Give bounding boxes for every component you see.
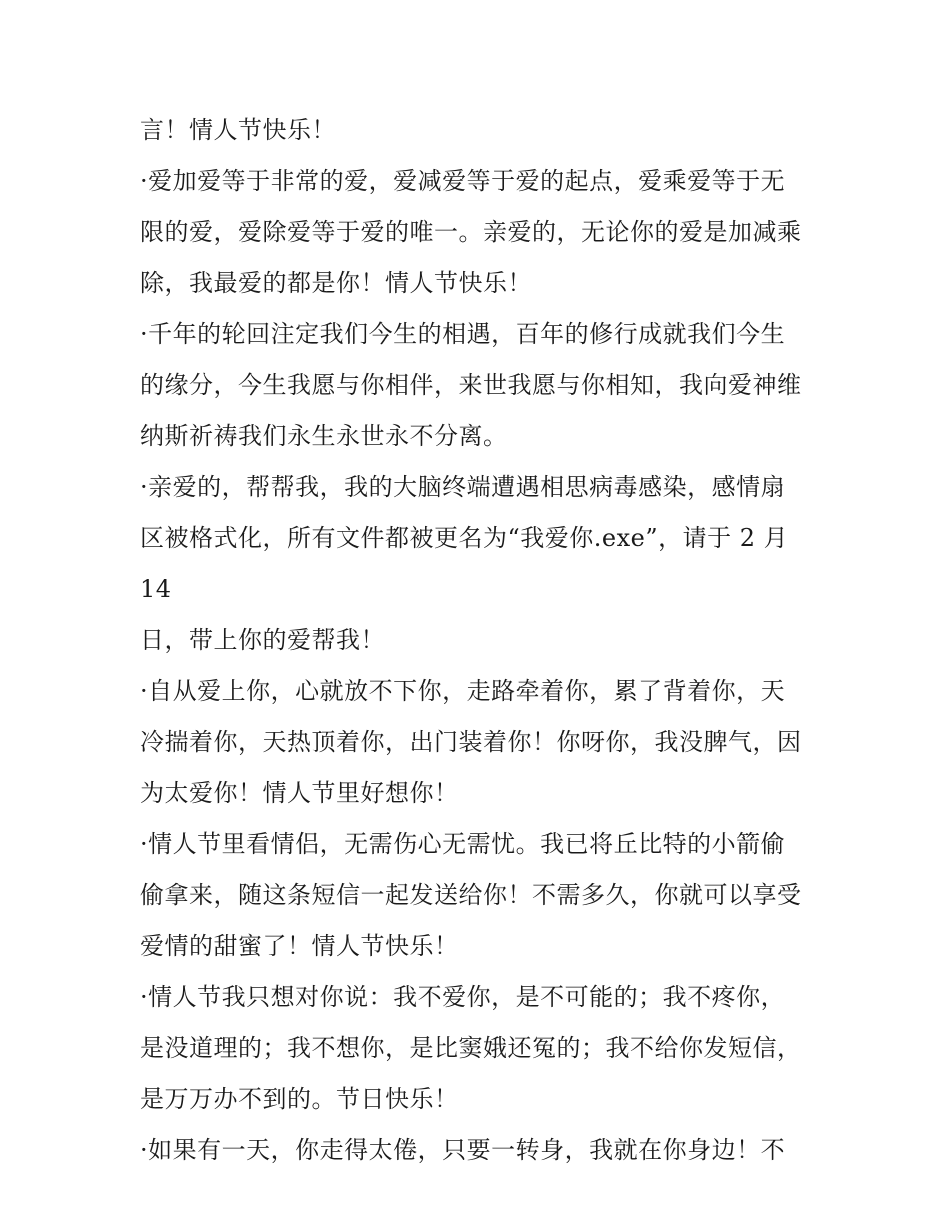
paragraph-continuation: 言！情人节快乐！ <box>140 116 336 144</box>
paragraph-thousand-years: ·千年的轮回注定我们今生的相遇，百年的修行成就我们今生 的缘分，今生我愿与你相伴，来世我愿与你相知，我向爱神维 纳斯祈祷我们永生永世永不分离。 <box>140 320 802 450</box>
paragraph-cupid: ·情人节里看情侣，无需伤心无需忧。我已将丘比特的小箭偷 偷拿来，随这条短信一起发送给你！不需多久，你就可以享受 爱情的甜蜜了！情人节快乐！ <box>140 830 802 960</box>
paragraph-if-one-day: ·如果有一天，你走得太倦，只要一转身，我就在你身边！不 <box>140 1136 786 1164</box>
paragraph-since-love: ·自从爱上你，心就放不下你，走路牵着你，累了背着你，天 冷揣着你，天热顶着你，出门装着你！你呀你，我没脾气，因 为太爱你！情人节里好想你！ <box>140 677 802 807</box>
paragraph-only-say: ·情人节我只想对你说：我不爱你，是不可能的；我不疼你， 是没道理的；我不想你，是比窦娥还冤的；我不给你发短信， 是万万办不到的。节日快乐！ <box>140 983 802 1113</box>
paragraph-love-math: ·爱加爱等于非常的爱，爱减爱等于爱的起点，爱乘爱等于无 限的爱，爱除爱等于爱的唯一。亲爱的，无论你的爱是加减乘 除，我最爱的都是你！情人节快乐！ <box>140 167 802 297</box>
document-body <box>140 105 820 1176</box>
paragraph-virus: ·亲爱的，帮帮我，我的大脑终端遭遇相思病毒感染，感情扇 区被格式化，所有文件都被更名为“我爱你.exe”，请于 2 月 14 日，带上你的爱帮我！ <box>140 473 789 654</box>
